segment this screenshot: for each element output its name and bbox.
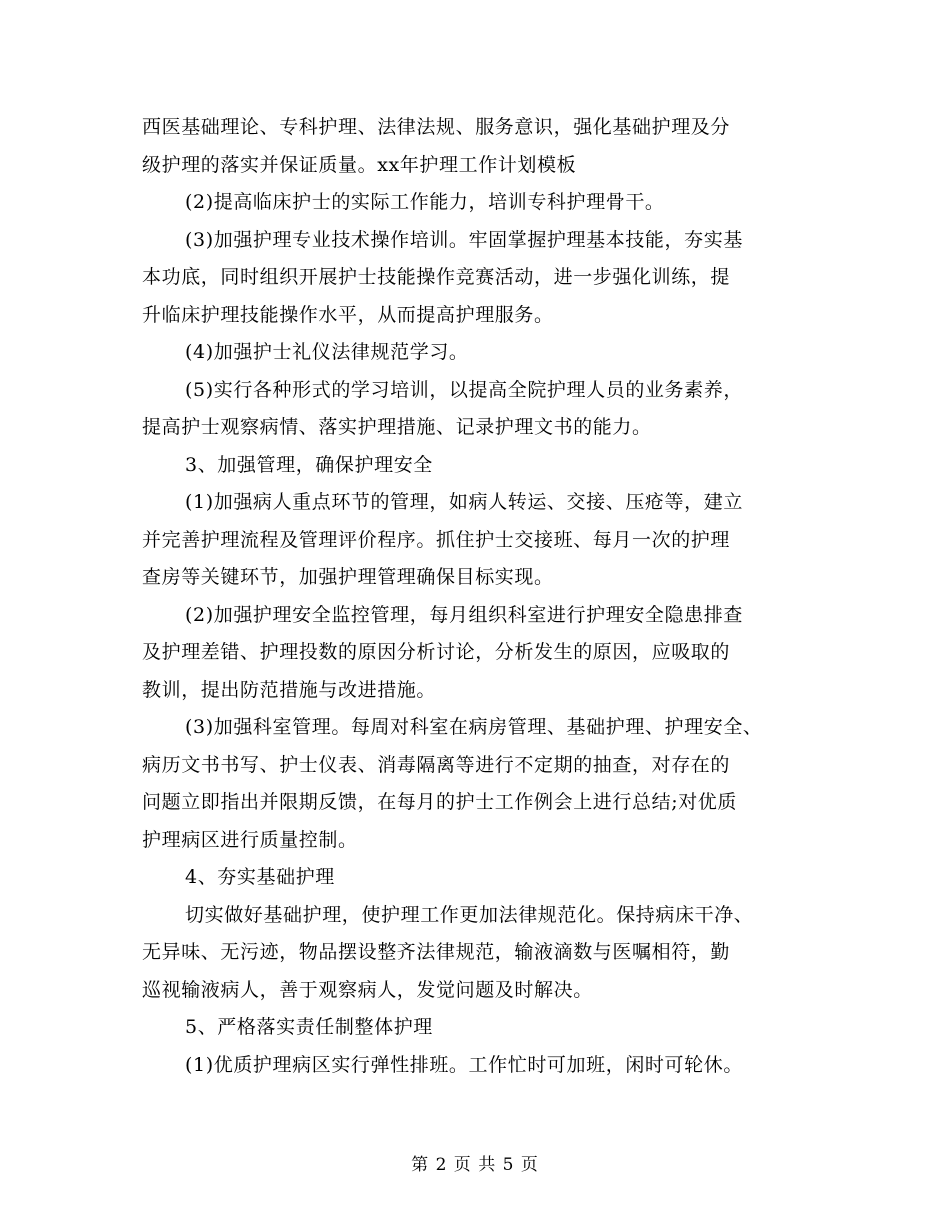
text-line: (2)加强护理安全监控管理，每月组织科室进行护理安全隐患排查 [185, 603, 743, 626]
text-line: 4、夯实基础护理 [185, 866, 335, 888]
text-line: 巡视输液病人，善于观察病人，发觉问题及时解决。 [142, 978, 593, 1001]
text-line: 教训，提出防范措施与改进措施。 [142, 678, 437, 701]
text-line: 升临床护理技能操作水平，从而提高护理服务。 [142, 303, 554, 326]
text-line: 问题立即指出并限期反馈，在每月的护士工作例会上进行总结;对优质 [142, 791, 738, 813]
text-line: (4)加强护士礼仪法律规范学习。 [185, 341, 469, 363]
text-line: (5)实行各种形式的学习培训，以提高全院护理人员的业务素养， [185, 378, 743, 401]
text-line: 护理病区进行质量控制。 [142, 828, 358, 851]
text-line: 病历文书书写、护士仪表、消毒隔离等进行不定期的抽查，对存在的 [142, 753, 731, 776]
text-line: 提高护士观察病情、落实护理措施、记录护理文书的能力。 [142, 416, 652, 438]
text-line: 无异味、无污迹，物品摆设整齐法律规范，输液滴数与医嘱相符，勤 [142, 941, 731, 963]
text-line: (1)优质护理病区实行弹性排班。工作忙时可加班，闲时可轮休。 [185, 1053, 743, 1076]
text-line: (2)提高临床护士的实际工作能力，培训专科护理骨干。 [185, 191, 665, 213]
text-line: (3)加强护理专业技术操作培训。牢固掌握护理基本技能，夯实基 [185, 228, 743, 251]
text-line: 5、严格落实责任制整体护理 [185, 1016, 433, 1038]
text-line: 本功底，同时组织开展护士技能操作竞赛活动，进一步强化训练，提 [142, 266, 731, 288]
document-body [142, 109, 822, 1084]
text-line: 并完善护理流程及管理评价程序。抓住护士交接班、每月一次的护理 [142, 528, 731, 551]
text-line: 查房等关键环节，加强护理管理确保目标实现。 [142, 566, 554, 588]
text-line: 3、加强管理，确保护理安全 [185, 453, 433, 476]
text-line: 级护理的落实并保证质量。xx年护理工作计划模板 [142, 153, 577, 176]
text-line: (3)加强科室管理。每周对科室在病房管理、基础护理、护理安全、 [185, 716, 763, 738]
text-line: 西医基础理论、专科护理、法律法规、服务意识，强化基础护理及分 [142, 116, 731, 138]
text-line: 及护理差错、护理投数的原因分析讨论，分析发生的原因，应吸取的 [142, 641, 731, 663]
page-footer: 第 2 页 共 5 页 [411, 1155, 539, 1175]
text-line: 切实做好基础护理，使护理工作更加法律规范化。保持病床干净、 [185, 903, 754, 926]
text-line: (1)加强病人重点环节的管理，如病人转运、交接、压疮等，建立 [185, 491, 743, 513]
